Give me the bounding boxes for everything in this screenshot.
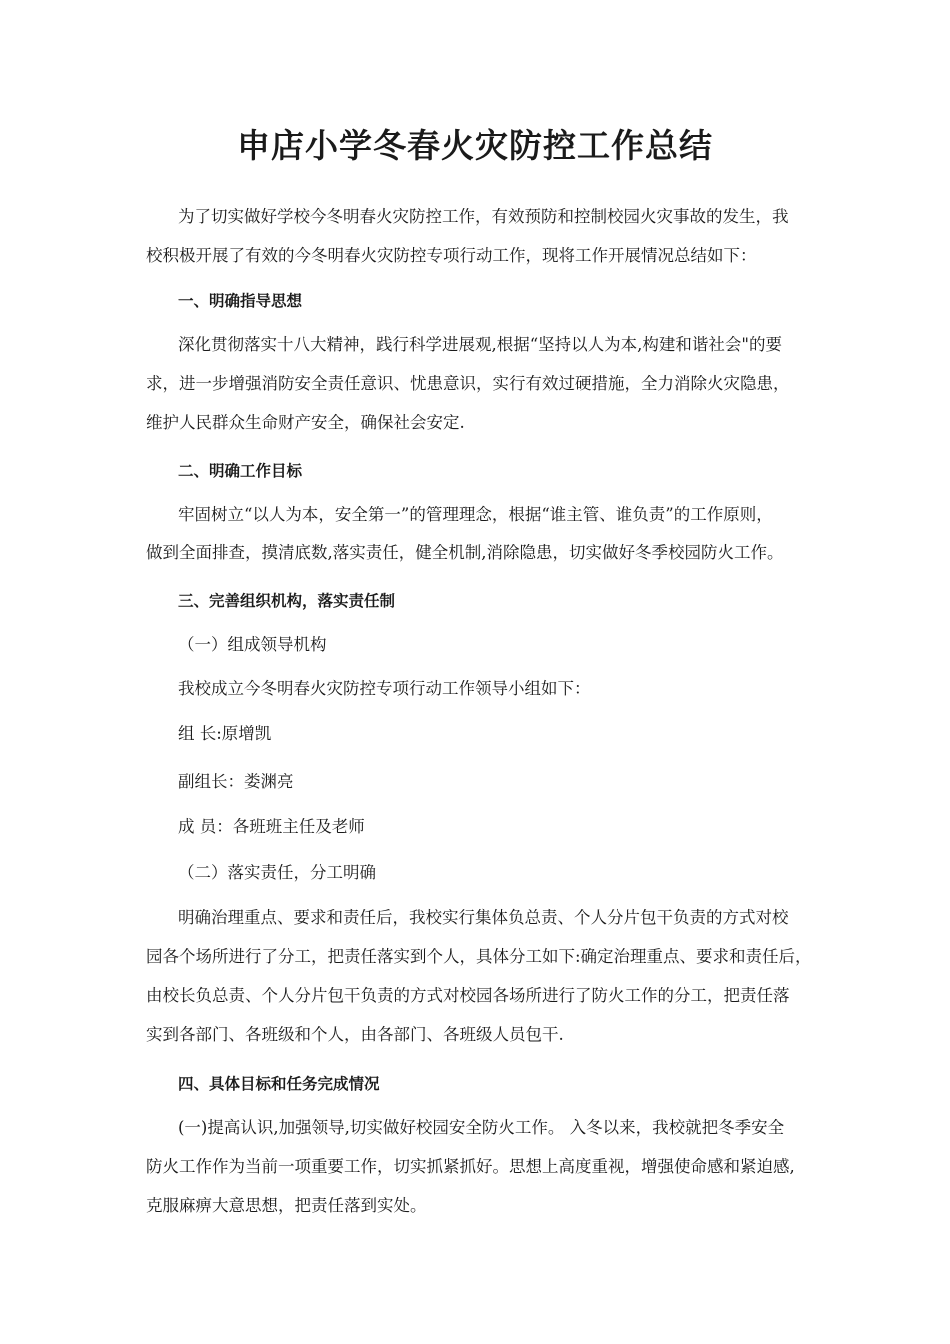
- paragraph-line: 深化贯彻落实十八大精神，践行科学进展观,根据“坚持以人为本,构建和谐社会"的要: [178, 335, 783, 354]
- paragraph-line: 求，进一步增强消防安全责任意识、忧患意识，实行有效过硬措施，全力消除火灾隐患，: [146, 374, 790, 393]
- section-heading: 一、明确指导思想: [178, 292, 303, 310]
- section-heading: 四、具体目标和任务完成情况: [178, 1075, 380, 1093]
- paragraph-line: 为了切实做好学校今冬明春火灾防控工作，有效预防和控制校园火灾事故的发生，我: [178, 207, 789, 226]
- document-title: 申店小学冬春火灾防控工作总结: [237, 126, 713, 165]
- paragraph-line: 实到各部门、各班级和个人，由各部门、各班级人员包干.: [146, 1025, 564, 1044]
- paragraph-line: 牢固树立“以人为本，安全第一”的管理理念，根据“谁主管、谁负责”的工作原则，: [178, 505, 773, 524]
- section-heading: 二、明确工作目标: [178, 462, 303, 480]
- subsection-heading: （一）组成领导机构: [178, 635, 327, 654]
- team-deputy-line: 副组长：娄渊亮: [178, 772, 294, 791]
- paragraph-line: 维护人民群众生命财产安全，确保社会安定.: [146, 413, 465, 432]
- paragraph-line: 校积极开展了有效的今冬明春火灾防控专项行动工作，现将工作开展情况总结如下：: [146, 246, 757, 265]
- paragraph-line: 园各个场所进行了分工，把责任落实到个人，具体分工如下:确定治理重点、要求和责任后，: [146, 947, 812, 966]
- team-members-line: 成 员：各班班主任及老师: [178, 817, 365, 836]
- paragraph-line: 由校长负总责、个人分片包干负责的方式对校园各场所进行了防火工作的分工，把责任落: [146, 986, 790, 1005]
- paragraph-line: 我校成立今冬明春火灾防控专项行动工作领导小组如下：: [178, 679, 591, 698]
- paragraph-line: 明确治理重点、要求和责任后，我校实行集体负总责、个人分片包干负责的方式对校: [178, 908, 789, 927]
- paragraph-line: 防火工作作为当前一项重要工作，切实抓紧抓好。思想上高度重视，增强使命感和紧迫感,: [146, 1157, 795, 1176]
- subsection-heading: （二）落实责任，分工明确: [178, 863, 376, 882]
- paragraph-line: (一)提高认识,加强领导,切实做好校园安全防火工作。 入冬以来，我校就把冬季安全: [178, 1118, 785, 1137]
- paragraph-line: 克服麻痹大意思想，把责任落到实处。: [146, 1196, 427, 1215]
- section-heading: 三、完善组织机构，落实责任制: [178, 592, 396, 610]
- team-leader-line: 组 长:原增凯: [178, 724, 272, 743]
- paragraph-line: 做到全面排查，摸清底数,落实责任，健全机制,消除隐患，切实做好冬季校园防火工作。: [146, 543, 784, 562]
